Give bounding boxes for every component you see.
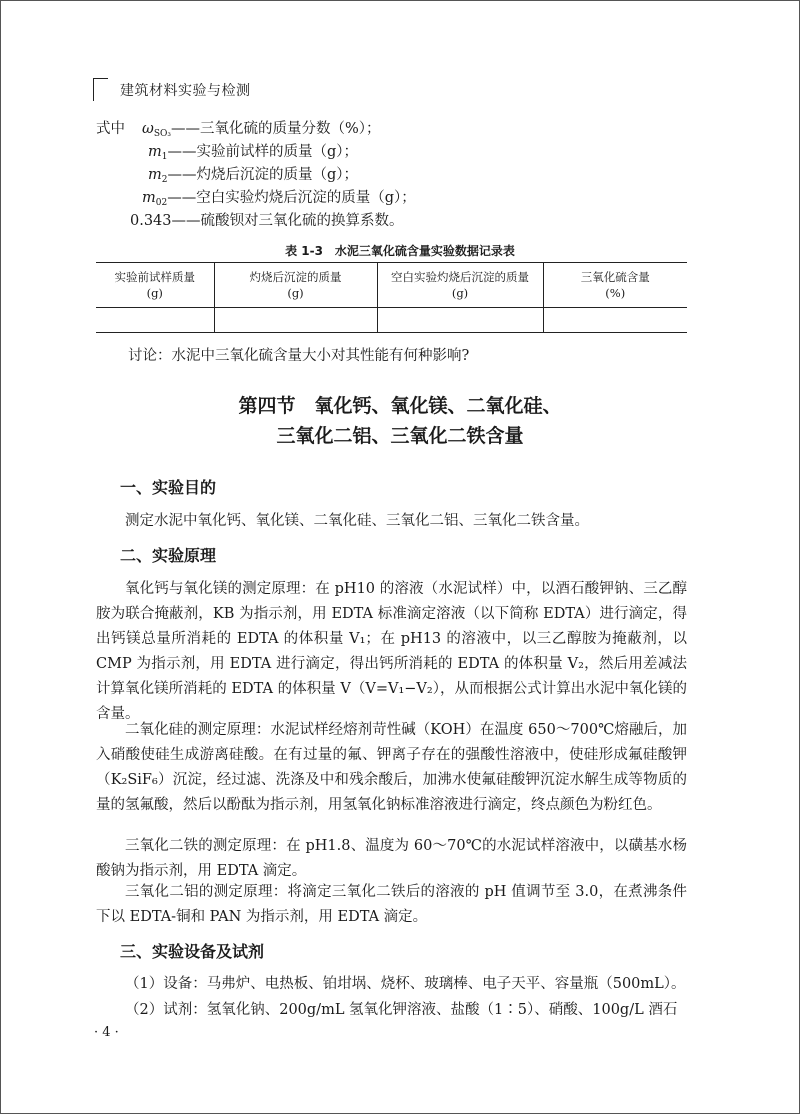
header-name: 灼烧后沉淀的质量: [249, 270, 342, 284]
header-unit: (g): [146, 286, 163, 300]
header-corner-mark: [93, 78, 108, 101]
header-name: 实验前试样质量: [114, 270, 195, 284]
reagent-list-item: （2）试剂：氢氧化钠、200g/mL 氢氧化钾溶液、盐酸（1∶5）、硝酸、100g/L 酒石: [125, 1002, 678, 1018]
coefficient: 0.343: [130, 213, 172, 229]
definition: ——空白实验灼烧后沉淀的质量（g）；: [167, 190, 416, 206]
running-title: 建筑材料实验与检测: [120, 83, 251, 99]
formula-def-row: [148, 165, 358, 185]
table-header-cell: [214, 263, 377, 308]
equipment-list-item: （1）设备：马弗炉、电热板、铂坩埚、烧杯、玻璃棒、电子天平、容量瓶（500mL）。: [125, 976, 686, 992]
symbol: m: [148, 144, 162, 160]
discussion-question: 讨论：水泥中三氧化硫含量大小对其性能有何种影响?: [128, 348, 470, 364]
definition: ——灼烧后沉淀的质量（g）；: [167, 167, 359, 183]
principle-paragraph-fe2o3: 三氧化二铁的测定原理：在 pH1.8、温度为 60～70℃的水泥试样溶液中，以磺基水杨酸钠为指示剂，用 EDTA 滴定。: [96, 838, 687, 879]
symbol-subscript: 2: [161, 175, 168, 185]
symbol: ω: [142, 121, 154, 137]
definition: ——实验前试样的质量（g）；: [167, 144, 359, 160]
header-unit: (%): [605, 286, 626, 300]
symbol-subscript: SO₃: [153, 129, 171, 139]
symbol: m: [142, 190, 156, 206]
formula-def-row: [142, 188, 416, 208]
table-header-row: [96, 263, 687, 308]
table-cell: [96, 308, 214, 333]
definition: ——硫酸钡对三氧化硫的换算系数。: [171, 213, 404, 229]
principle-paragraph-sio2: 二氧化硅的测定原理：水泥试样经熔剂苛性碱（KOH）在温度 650～700℃熔融后，加入硝酸使硅生成游离硅酸。在有过量的氟、钾离子存在的强酸性溶液中，使硅形成氟硅酸钾（K₂SiF₆）沉淀，经过滤、洗涤及中和残余酸后，加沸水使氟硅酸钾沉淀水解生成等物质的量的氢氟酸，然后以酚酞为指示剂，用氢氧化钠标准溶液进行滴定，终点颜色为粉红色。: [96, 722, 687, 813]
symbol-subscript: 02: [155, 198, 168, 208]
data-record-table: [96, 262, 687, 333]
symbol-subscript: 1: [161, 152, 168, 162]
formula-def-row: [130, 211, 404, 231]
formula-def-row: [148, 142, 358, 162]
table-caption: 表 1-3 水泥三氧化硫含量实验数据记录表: [285, 244, 515, 258]
header-name: 空白实验灼烧后沉淀的质量: [391, 270, 529, 284]
page-number: · 4 ·: [94, 1025, 119, 1040]
definition: ——三氧化硫的质量分数（%）；: [170, 121, 381, 137]
table-row: [96, 308, 687, 333]
header-name: 三氧化硫含量: [580, 270, 650, 284]
heading-purpose: 一、实验目的: [120, 478, 217, 497]
table-cell: [377, 308, 543, 333]
table-header-cell: [543, 263, 687, 308]
table-header-cell: [377, 263, 543, 308]
table-cell: [214, 308, 377, 333]
formula-def-row: [142, 119, 381, 139]
symbol: m: [148, 167, 162, 183]
header-unit: (g): [287, 286, 304, 300]
principle-paragraph-al2o3: 三氧化二铝的测定原理：将滴定三氧化二铁后的溶液的 pH 值调节至 3.0，在煮沸条件下以 EDTA-铜和 PAN 为指示剂，用 EDTA 滴定。: [96, 884, 687, 925]
section-title-line-1: 第四节 氧化钙、氧化镁、二氧化硅、: [238, 395, 562, 417]
header-unit: (g): [451, 286, 469, 300]
formula-lead: 式中: [96, 121, 125, 137]
principle-paragraph-cao-mgo: 氧化钙与氧化镁的测定原理：在 pH10 的溶液（水泥试样）中，以酒石酸钾钠、三乙醇胺为联合掩蔽剂，KB 为指示剂，用 EDTA 标准滴定溶液（以下简称 EDTA）进行滴定，得出钙镁总量所消耗的 EDTA 的体积量 V₁；在 pH13 的溶液中，以三乙醇胺为掩蔽剂，以 CMP 为指示剂，用 EDTA 进行滴定，得出钙所消耗的 EDTA 的体积量 V₂，然后用差减法计算氧化镁所消耗的 EDTA 的体积量 V（V=V₁−V₂），从而根据公式计算出水泥中氧化镁的含量。: [96, 581, 687, 722]
table-cell: [543, 308, 687, 333]
heading-equipment: 三、实验设备及试剂: [120, 942, 265, 961]
heading-principle: 二、实验原理: [120, 546, 217, 565]
section-title-line-2: 三氧化二铝、三氧化二铁含量: [276, 425, 524, 447]
table-header-cell: [96, 263, 214, 308]
purpose-text: 测定水泥中氧化钙、氧化镁、二氧化硅、三氧化二铝、三氧化二铁含量。: [125, 513, 589, 529]
